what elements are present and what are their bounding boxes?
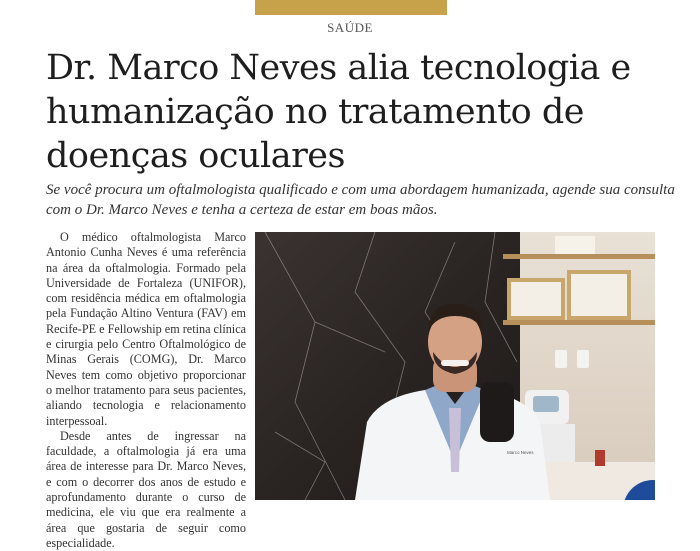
chair-back [480, 382, 514, 442]
doctor-photo [255, 232, 655, 500]
wall-outlet-2 [577, 350, 589, 368]
lower-shelf [503, 320, 655, 325]
article-body [46, 230, 246, 551]
coat-name-label: Marco Neves [507, 450, 534, 455]
upper-shelf [503, 254, 655, 259]
article-subtitle: Se você procura um oftalmologista qualificado e com uma abordagem humanizada, agende sua consulta com o Dr. Marco Neves e tenha a certeza de estar em boas mãos. [46, 182, 675, 218]
body-paragraph-2: Desde antes de ingressar na faculdade, a oftalmologia já era uma área de interesse para Dr. Marco Neves, e com o decorrer dos anos de estudo e aprofundamento durante o curso de medicina, ele viu que era realmente a área que gostaria de seguir como especialidade. [46, 428, 246, 550]
body-paragraph-1: O médico oftalmologista Marco Antonio Cunha Neves é uma referência na área da oftalmologia. Formado pela Universidade de Fortaleza (UNIFOR), com residência médica em oftalmologia pela Fundação Altino Ventura (FAV) em Recife-PE e Fellowship em retina clínica e cirurgia pelo Centro Oftalmológico de Minas Gerais (COMG), Dr. Marco Neves tem como objetivo proporcionar o melhor tratamento para seus pacientes, aliando tecnologia e relacionamento interpessoal. [46, 230, 247, 428]
section-tag: SAÚDE [327, 20, 373, 35]
top-accent-bar [255, 0, 447, 15]
article-headline: Dr. Marco Neves alia tecnologia e humanização no tratamento de doenças oculares [46, 48, 631, 176]
wall-outlet-1 [555, 350, 567, 368]
